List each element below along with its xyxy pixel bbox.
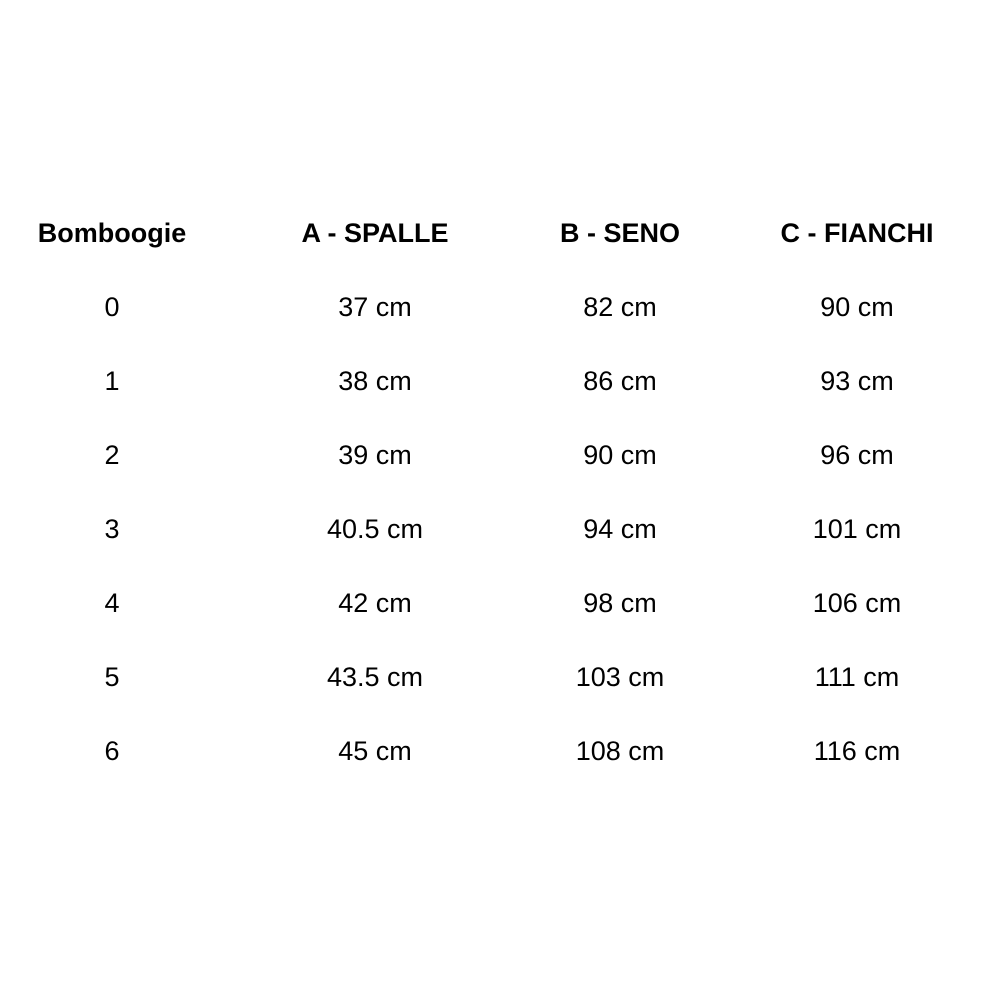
table-row bbox=[0, 344, 1000, 418]
fianchi-cell: 106 cm bbox=[812, 587, 902, 618]
fianchi-cell: 101 cm bbox=[812, 513, 902, 544]
fianchi-cell: 96 cm bbox=[820, 439, 894, 470]
table-row bbox=[0, 714, 1000, 788]
spalle-cell: 38 cm bbox=[338, 365, 412, 396]
table-row bbox=[0, 492, 1000, 566]
col-header-brand: Bomboogie bbox=[37, 217, 187, 248]
table-row bbox=[0, 270, 1000, 344]
fianchi-cell: 111 cm bbox=[814, 661, 900, 692]
size-chart-table bbox=[0, 196, 1000, 788]
table-row bbox=[0, 566, 1000, 640]
size-cell: 1 bbox=[104, 365, 120, 396]
seno-cell: 86 cm bbox=[583, 365, 657, 396]
col-header-seno: B - SENO bbox=[559, 217, 680, 248]
seno-cell: 103 cm bbox=[575, 661, 665, 692]
fianchi-cell: 90 cm bbox=[820, 291, 894, 322]
fianchi-cell: 116 cm bbox=[813, 735, 901, 766]
seno-cell: 94 cm bbox=[583, 513, 657, 544]
size-cell: 0 bbox=[104, 291, 120, 322]
table-row bbox=[0, 640, 1000, 714]
spalle-cell: 42 cm bbox=[338, 587, 412, 618]
spalle-cell: 43.5 cm bbox=[326, 661, 424, 692]
fianchi-cell: 93 cm bbox=[820, 365, 894, 396]
size-cell: 2 bbox=[104, 439, 120, 470]
spalle-cell: 37 cm bbox=[338, 291, 412, 322]
col-header-spalle: A - SPALLE bbox=[301, 217, 449, 248]
seno-cell: 90 cm bbox=[583, 439, 657, 470]
header-row bbox=[0, 196, 1000, 270]
seno-cell: 108 cm bbox=[575, 735, 665, 766]
spalle-cell: 39 cm bbox=[338, 439, 412, 470]
spalle-cell: 40.5 cm bbox=[326, 513, 424, 544]
size-cell: 3 bbox=[104, 513, 120, 544]
size-cell: 4 bbox=[104, 587, 120, 618]
spalle-cell: 45 cm bbox=[338, 735, 412, 766]
size-cell: 6 bbox=[104, 735, 120, 766]
col-header-fianchi: C - FIANCHI bbox=[780, 217, 934, 248]
seno-cell: 98 cm bbox=[583, 587, 657, 618]
size-cell: 5 bbox=[104, 661, 120, 692]
seno-cell: 82 cm bbox=[583, 291, 657, 322]
table-row bbox=[0, 418, 1000, 492]
